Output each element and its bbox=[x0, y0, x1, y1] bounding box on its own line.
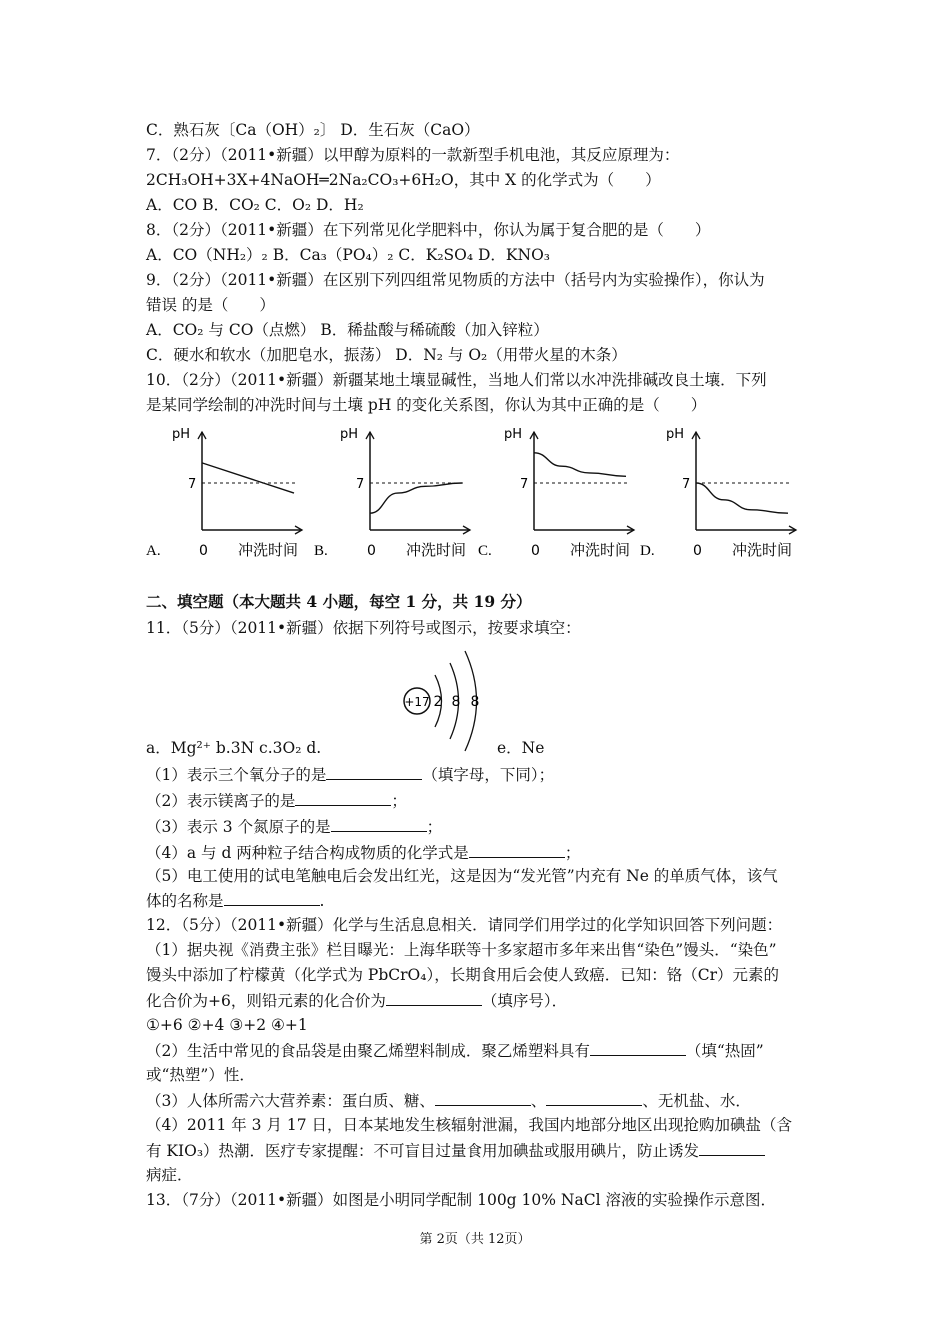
ph-curve bbox=[534, 453, 626, 477]
q7-options: A．CO B．CO₂ C．O₂ D．H₂ bbox=[146, 196, 364, 214]
chart-option-c bbox=[478, 427, 634, 559]
reference-label-7: 7 bbox=[356, 477, 365, 492]
page-footer: 第 2页（共 12页） bbox=[419, 1232, 531, 1247]
answer-blank[interactable] bbox=[386, 990, 482, 1006]
q6-options-cd: C．熟石灰〔Ca（OH）₂〕 D．生石灰（CaO） bbox=[146, 121, 480, 139]
y-axis-label: pH bbox=[172, 427, 191, 442]
q11-part-5a: （5）电工使用的试电笔触电后会发出红光，这是因为“发光管”内充有 Ne 的单质气体，该气 bbox=[146, 867, 778, 885]
q11-part-1: （1）表示三个氧分子的是 （填字母，下同）； bbox=[146, 766, 555, 784]
answer-blank[interactable] bbox=[546, 1090, 642, 1106]
q11-part-5b: 体的名称是 . bbox=[146, 892, 325, 910]
shell-2-electrons: 8 bbox=[451, 694, 461, 710]
q9-stem-1: 9．（2分）（2011•新疆）在区别下列四组常见物质的方法中（括号内为实验操作），你认为 bbox=[146, 271, 765, 289]
x-axis-label: 冲洗时间 bbox=[570, 541, 631, 559]
answer-blank[interactable] bbox=[590, 1040, 686, 1056]
q7-stem: 7．（2分）（2011•新疆）以甲醇为原料的一款新型手机电池，其反应原理为： bbox=[146, 146, 680, 164]
q13-stem: 13．（7分）（2011•新疆）如图是小明同学配制 100g 10% NaCl 溶液的实验操作示意图． bbox=[146, 1191, 776, 1209]
q12-part-4b: 有 KIO₃）热潮．医疗专家提醒：不可盲目过量食用加碘盐或服用碘片，防止诱发 bbox=[146, 1140, 765, 1161]
q10-charts bbox=[146, 420, 816, 565]
q10-stem-1: 10．（2分）（2011•新疆）新疆某地土壤显碱性，当地人们常以水冲洗排碱改良土壤．下列 bbox=[146, 371, 767, 389]
q7-equation: 2CH₃OH+3X+4NaOH═2Na₂CO₃+6H₂O，其中 X 的化学式为（ ） bbox=[146, 171, 661, 189]
ph-curve bbox=[370, 483, 462, 513]
q11-part-2: （2）表示镁离子的是 ； bbox=[146, 792, 407, 810]
q12-part-2b: 或“热塑”）性． bbox=[146, 1066, 255, 1084]
y-axis-label: pH bbox=[666, 427, 685, 442]
q8-options: A．CO（NH₂）₂ B．Ca₃（PO₄）₂ C．K₂SO₄ D．KNO₃ bbox=[146, 246, 550, 264]
x-axis-label: 冲洗时间 bbox=[732, 541, 793, 559]
chart-option-letter: A. bbox=[146, 543, 161, 559]
q11-part-3: （3）表示 3 个氮原子的是 ； bbox=[146, 818, 443, 836]
answer-blank[interactable] bbox=[435, 1090, 531, 1106]
origin-label: 0 bbox=[367, 543, 376, 559]
nucleus-charge: +17 bbox=[404, 695, 430, 709]
q11-option-e: e．Ne bbox=[497, 739, 545, 757]
q9-options-cd: C．硬水和软水（加肥皂水，振荡） D．N₂ 与 O₂（用带火星的木条） bbox=[146, 346, 627, 364]
q12-part-4a: （4）2011 年 3 月 17 日，日本某地发生核辐射泄漏，我国内地部分地区出现抢购加碘盐（含 bbox=[146, 1116, 793, 1134]
q12-part-4c: 病症． bbox=[146, 1166, 193, 1184]
q12-part-2a: （2）生活中常见的食品袋是由聚乙烯塑料制成．聚乙烯塑料具有 （填“热固” bbox=[146, 1042, 764, 1060]
ph-curve bbox=[696, 483, 788, 513]
x-axis-label: 冲洗时间 bbox=[406, 541, 467, 559]
q8-stem: 8．（2分）（2011•新疆）在下列常见化学肥料中，你认为属于复合肥的是（ ） bbox=[146, 221, 711, 239]
answer-blank[interactable] bbox=[331, 816, 427, 832]
shell-1-electrons: 2 bbox=[433, 694, 443, 710]
chart-option-b bbox=[314, 427, 470, 559]
answer-blank[interactable] bbox=[326, 764, 422, 780]
reference-label-7: 7 bbox=[520, 477, 529, 492]
chart-option-a bbox=[146, 427, 302, 559]
chart-option-letter: D. bbox=[640, 543, 655, 559]
q12-choices: ①+6 ②+4 ③+2 ④+1 bbox=[146, 1016, 308, 1034]
chart-option-letter: B. bbox=[314, 543, 328, 559]
reference-label-7: 7 bbox=[682, 477, 691, 492]
answer-blank[interactable] bbox=[469, 842, 565, 858]
q11-options: a．Mg²⁺ b.3N c.3O₂ d. bbox=[146, 739, 322, 757]
reference-label-7: 7 bbox=[188, 477, 197, 492]
chart-option-d bbox=[640, 427, 796, 559]
q11-part-4: （4）a 与 d 两种粒子结合构成物质的化学式是 ； bbox=[146, 844, 581, 862]
ph-curve bbox=[202, 463, 294, 493]
shell-3-electrons: 8 bbox=[470, 694, 480, 710]
q11-stem: 11．（5分）（2011•新疆）依据下列符号或图示，按要求填空： bbox=[146, 619, 581, 637]
section2-title: 二、填空题（本大题共 4 小题，每空 1 分，共 19 分） bbox=[146, 592, 532, 611]
origin-label: 0 bbox=[531, 543, 540, 559]
q12-stem: 12．（5分）（2011•新疆）化学与生活息息相关．请同学们用学过的化学知识回答下列问题： bbox=[146, 916, 783, 934]
q12-part-1c: 化合价为+6，则铅元素的化合价为 （填序号）． bbox=[146, 992, 568, 1010]
answer-blank[interactable] bbox=[295, 790, 391, 806]
chlorine-ion-structure-diagram bbox=[400, 645, 495, 760]
answer-blank[interactable] bbox=[699, 1140, 765, 1156]
q10-stem-2: 是某同学绘制的冲洗时间与土壤 pH 的变化关系图，你认为其中正确的是（ ） bbox=[146, 396, 707, 414]
chart-option-letter: C. bbox=[478, 543, 492, 559]
y-axis-label: pH bbox=[504, 427, 523, 442]
q12-part-3: （3）人体所需六大营养素：蛋白质、糖、 、 、无机盐、水． bbox=[146, 1092, 751, 1110]
x-axis-label: 冲洗时间 bbox=[238, 541, 299, 559]
y-axis-label: pH bbox=[340, 427, 359, 442]
answer-blank[interactable] bbox=[224, 890, 320, 906]
q9-options-ab: A．CO₂ 与 CO（点燃） B．稀盐酸与稀硫酸（加入锌粒） bbox=[146, 321, 549, 339]
origin-label: 0 bbox=[199, 543, 208, 559]
origin-label: 0 bbox=[693, 543, 702, 559]
q12-part-1a: （1）据央视《消费主张》栏目曝光：上海华联等十多家超市多年来出售“染色”馒头．“染色” bbox=[146, 941, 777, 959]
q9-stem-2: 错误 的是（ ） bbox=[146, 296, 275, 314]
q12-part-1b: 馒头中添加了柠檬黄（化学式为 PbCrO₄），长期食用后会使人致癌．已知：铬（Cr）元素的 bbox=[146, 966, 779, 984]
